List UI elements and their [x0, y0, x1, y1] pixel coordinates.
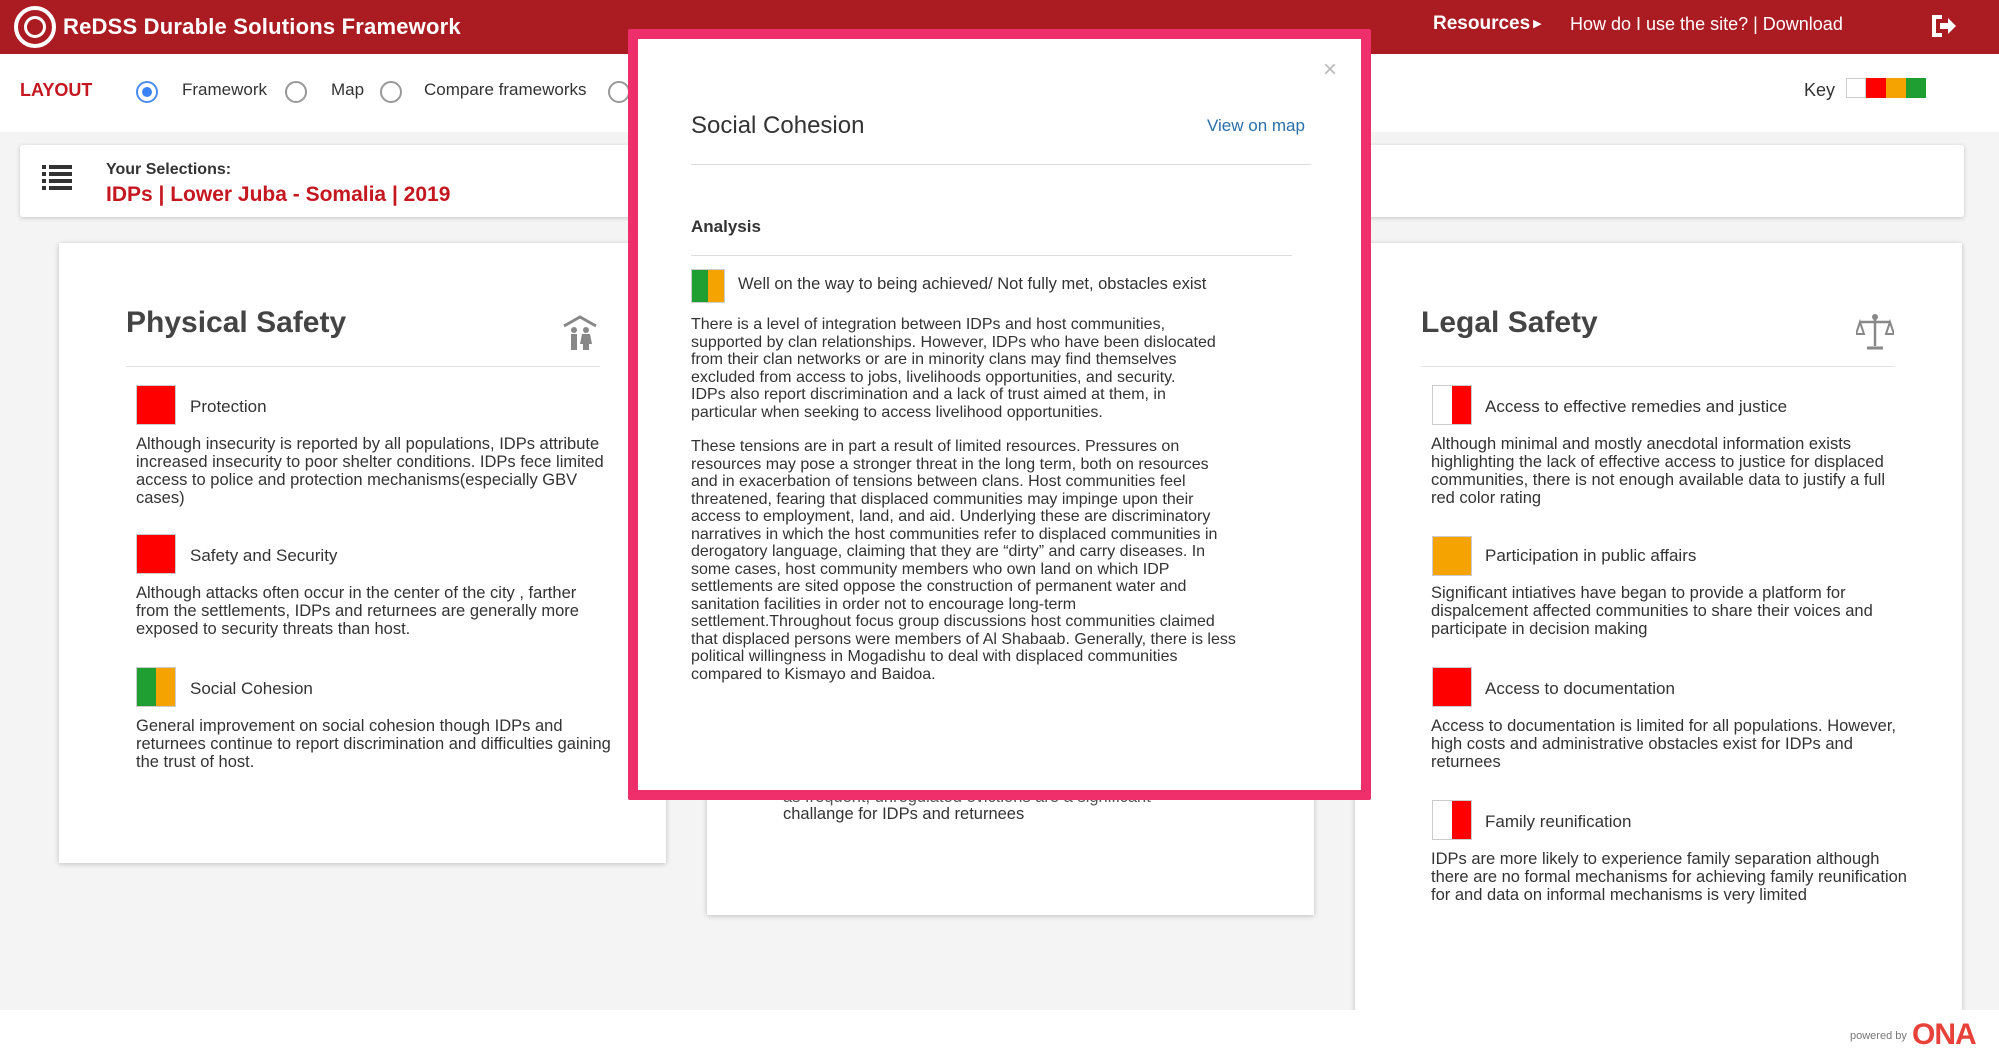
protection-text: Although insecurity is reported by all populations, IDPs attribute increased insecurity to poor shelter conditions. IDPs fece limited access to police and protection mechanisms(especially GBV cases)	[136, 435, 604, 507]
caret-right-icon: ▶	[1533, 18, 1542, 31]
site-title[interactable]: ReDSS Durable Solutions Framework	[63, 14, 461, 39]
ona-logo[interactable]: ONA	[1912, 1018, 1976, 1051]
legal-safety-title: Legal Safety	[1421, 306, 1598, 339]
remedies-justice-text: Although minimal and mostly anecdotal information exists highlighting the lack of effective access to justice for displaced communities, there is not enough available data to justify a full red color rating	[1431, 435, 1886, 507]
howto-download-link[interactable]: How do I use the site? | Download	[1570, 14, 1843, 34]
resources-label: Resources	[1433, 13, 1531, 34]
analysis-divider	[691, 255, 1292, 256]
view-on-map-link[interactable]: View on map	[1207, 116, 1305, 135]
physical-safety-title: Physical Safety	[126, 306, 347, 339]
radio-compare-label[interactable]: Compare frameworks	[424, 80, 587, 99]
close-icon[interactable]: ×	[1323, 56, 1338, 83]
modal-header-divider	[691, 164, 1311, 165]
safety-security-text: Although attacks often occur in the center of the city , farther from the settlements, IDPs and returnees are generally more exposed to security threats than host.	[136, 584, 579, 638]
analysis-heading: Analysis	[691, 217, 761, 236]
documentation-label[interactable]: Access to documentation	[1485, 679, 1675, 698]
radio-framework-label[interactable]: Framework	[182, 80, 268, 99]
public-affairs-label[interactable]: Participation in public affairs	[1485, 546, 1697, 565]
family-reunification-label[interactable]: Family reunification	[1485, 812, 1632, 831]
modal-status-swatch	[691, 269, 725, 303]
layout-label: LAYOUT	[20, 80, 93, 100]
radio-map-label[interactable]: Map	[331, 80, 365, 99]
powered-by-label: powered by	[1850, 1030, 1907, 1042]
social-cohesion-text: General improvement on social cohesion though IDPs and returnees continue to report discrimination and difficulties gaining the trust of host.	[136, 717, 611, 771]
analysis-paragraph-2: These tensions are in part a result of limited resources. Pressures on resources may pose a stronger threat in the long term, both on resources and in exacerbation of tensions between clans. Host communities feel threatened, fearing that displaced communities may impinge upon their access to employment, land, and aid. Underlying these are discriminatory narratives in which the host communities refer to displaced communities in derogatory language, claiming that they are “dirty” and carry diseases. In some cases, host community members who own land on which IDP settlements are sited oppose the construction of permanent water and sanitation facilities in order not to encourage long-term settlement.Throughout focus group discussions host communities claimed that displaced persons were members of Al Shabaab. Generally, there is less political willingness in Mogadishu to deal with displaced communities compared to Kismayo and Baidoa.	[691, 438, 1236, 683]
public-affairs-text: Significant intiatives have began to provide a platform for dispalcement affected communities to share their voices and participate in decision making	[1431, 584, 1873, 638]
analysis-paragraph-1: There is a level of integration between IDPs and host communities, supported by clan relationships. However, IDPs who have been dislocated from their clan networks or are in minority clans may find themselves excluded from access to jobs, livelihoods opportunities, and security. IDPs also report discrimination and a lack of trust aimed at them, in particular when seeking to access livelihood opportunities.	[691, 316, 1216, 421]
key-label: Key	[1804, 80, 1836, 100]
documentation-text: Access to documentation is limited for all populations. However, high costs and administrative obstacles exist for IDPs and returnees	[1431, 717, 1896, 771]
selections-value: IDPs | Lower Juba - Somalia | 2019	[106, 183, 451, 206]
material-partial-text-2: challange for IDPs and returnees	[783, 805, 1025, 823]
family-reunification-text: IDPs are more likely to experience family separation although there are no formal mechanisms for achieving family reunification for and data on informal mechanisms is very limited	[1431, 850, 1907, 904]
selections-title: Your Selections:	[106, 161, 232, 178]
modal-title: Social Cohesion	[691, 112, 865, 139]
remedies-justice-label[interactable]: Access to effective remedies and justice	[1485, 397, 1788, 416]
protection-label[interactable]: Protection	[190, 397, 267, 416]
modal-status-text: Well on the way to being achieved/ Not fully met, obstacles exist	[738, 275, 1207, 293]
social-cohesion-label[interactable]: Social Cohesion	[190, 679, 313, 698]
safety-security-label[interactable]: Safety and Security	[190, 546, 338, 565]
